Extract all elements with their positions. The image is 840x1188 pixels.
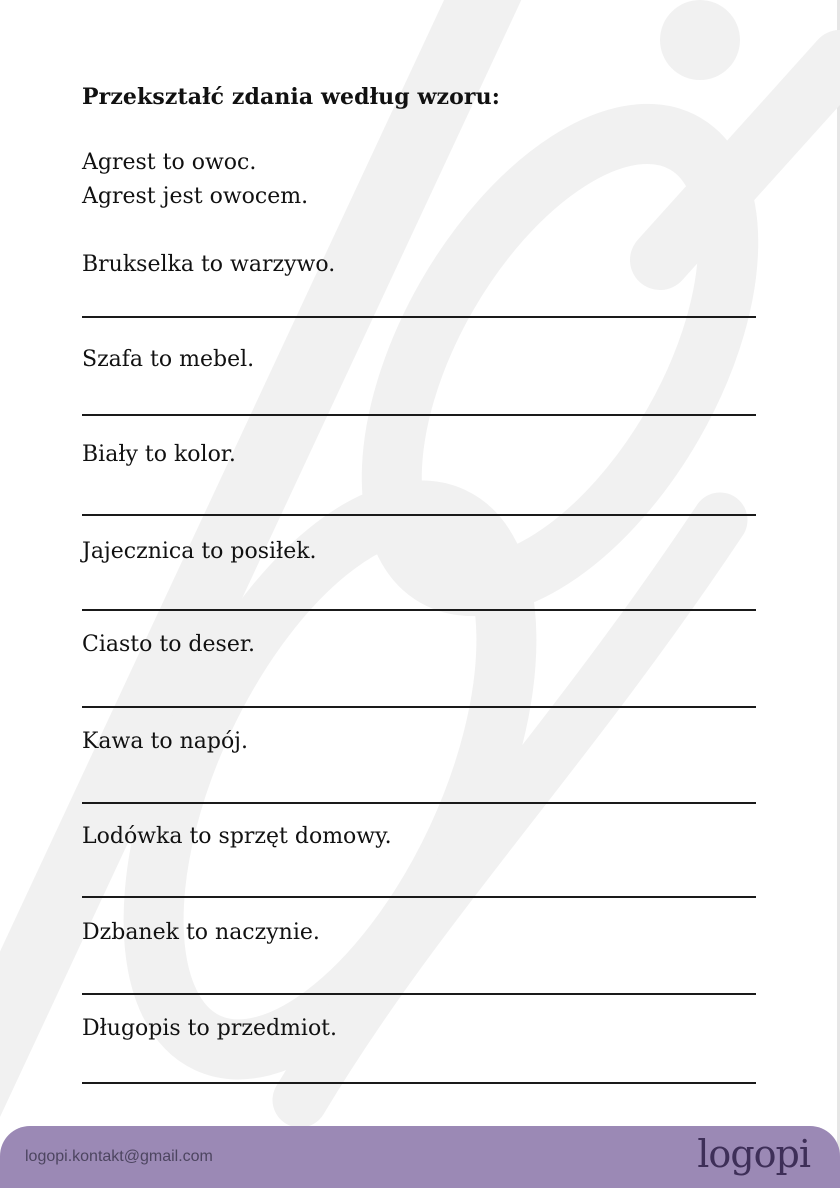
exercise-sentence: Ciasto to deser. (82, 632, 255, 657)
exercise-sentence: Dzbanek to naczynie. (82, 920, 320, 945)
exercise-sentence: Jajecznica to posiłek. (82, 539, 317, 564)
exercise-sentence: Długopis to przedmiot. (82, 1016, 338, 1041)
example-transformed: Agrest jest owocem. (82, 184, 309, 209)
example-given: Agrest to owoc. (82, 150, 257, 175)
answer-line[interactable] (82, 993, 756, 995)
footer (0, 1126, 840, 1188)
exercise-sentence: Szafa to mebel. (82, 347, 255, 372)
exercise-sentence: Biały to kolor. (82, 442, 236, 467)
logopi-logo: logopi (697, 1132, 810, 1176)
exercise-sentence: Brukselka to warzywo. (82, 252, 336, 277)
contact-email: logopi.kontakt@gmail.com (25, 1148, 213, 1165)
answer-line[interactable] (82, 896, 756, 898)
answer-line[interactable] (82, 609, 756, 611)
worksheet (82, 82, 756, 214)
answer-line[interactable] (82, 316, 756, 318)
answer-line[interactable] (82, 706, 756, 708)
answer-line[interactable] (82, 514, 756, 516)
answer-line[interactable] (82, 802, 756, 804)
worksheet-title: Przekształć zdania według wzoru: (82, 84, 500, 110)
answer-line[interactable] (82, 1082, 756, 1084)
exercise-sentence: Kawa to napój. (82, 729, 248, 754)
exercise-sentence: Lodówka to sprzęt domowy. (82, 824, 392, 849)
answer-line[interactable] (82, 414, 756, 416)
example-block (82, 146, 756, 214)
